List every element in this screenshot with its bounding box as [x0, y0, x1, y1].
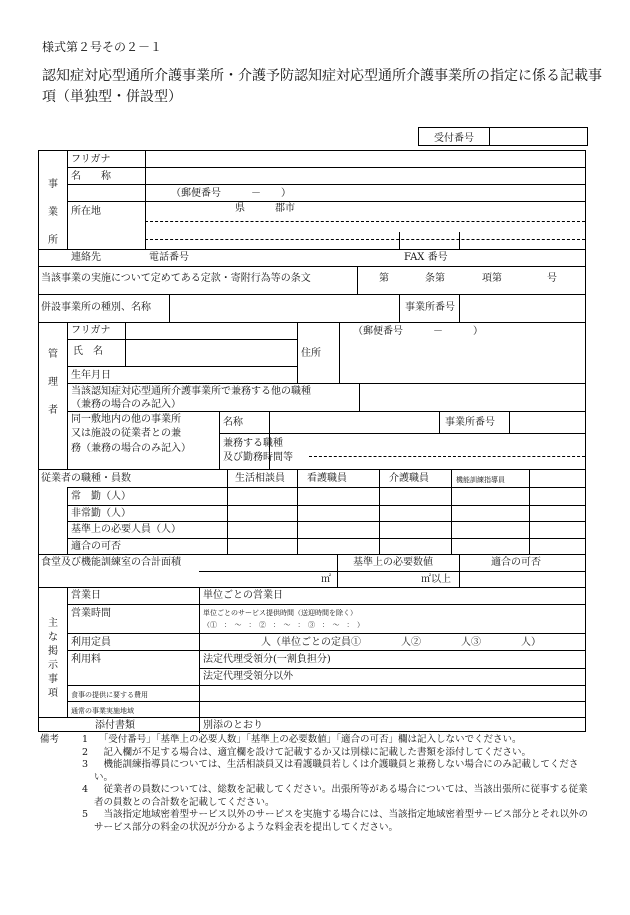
dining-required: 基準上の必要数値 [353, 557, 433, 568]
note-item: 4 従業者の員数については、総数を記載してください。出張所等がある場合については、当該出張所に従事する従業者の員数との合計数を記載してください。 [82, 784, 588, 808]
staff-header: 従業者の職種・員数 [41, 473, 131, 484]
staff-col-nurse: 看護職員 [307, 473, 347, 484]
staff-row-fulltime: 常 勤（人） [71, 491, 131, 502]
main-business-day-unit: 単位ごとの営業日 [203, 590, 283, 601]
receipt-box [418, 127, 588, 146]
receipt-number-field[interactable] [490, 128, 587, 145]
dining-required-unit: ㎡以上 [421, 574, 451, 585]
manager-other-3: 務（兼務の場合のみ記入） [71, 443, 191, 454]
note-item: 1 「受付番号」「基準上の必要人数」「基準上の必要数値」「適合の可否」欄は記入しないでください。 [82, 734, 522, 745]
articles-label: 当該事業の実施について定めてある定款・寄附行為等の条文 [41, 273, 311, 284]
office-section-label: 事 業 所 [48, 179, 58, 246]
manager-name-label: 氏 名 [73, 346, 103, 357]
combined-label: 併設事業所の種別、名称 [41, 302, 151, 313]
main-hours-slots: （① ： ～ ： ② ： ～ ： ③ ： ～ ： ） [203, 621, 364, 629]
articles-kou: 項第 [482, 273, 502, 284]
main-hours-note: 単位ごとのサービス提供時間（送迎時間を除く） [203, 609, 357, 617]
office-name-label: 名 称 [71, 171, 111, 182]
dining-label: 食堂及び機能訓練室の合計面積 [41, 557, 181, 568]
manager-concurrent-2: （兼務の場合のみ記入） [71, 399, 181, 410]
manager-concurrent-1: 当該認知症対応型通所介護事業所で兼務する他の職種 [71, 386, 311, 397]
main-section-label: 主 な 掲 示 事 項 [48, 618, 58, 699]
office-contact-label: 連絡先 [71, 252, 101, 263]
page-title: 認知症対応型通所介護事業所・介護予防認知症対応型通所介護事業所の指定に係る記載事項（単独型・併設型） [42, 68, 602, 105]
office-fax-label: FAX 番号 [404, 252, 448, 263]
staff-row-required: 基準上の必要人員（人） [71, 524, 181, 535]
office-furigana-label: フリガナ [71, 154, 111, 165]
manager-other-office-no: 事業所番号 [445, 417, 495, 428]
main-fee-2: 法定代理受領分以外 [203, 671, 293, 682]
notes [40, 734, 595, 834]
form-code: 様式第２号その２－１ [42, 40, 163, 54]
manager-duty-2: 及び勤務時間等 [223, 452, 293, 463]
dining-fit: 適合の可否 [491, 557, 541, 568]
manager-section-label: 管 理 者 [48, 349, 58, 416]
articles-dai: 第 [379, 273, 389, 284]
application-form [38, 150, 586, 732]
notes-heading: 備考 [40, 734, 60, 745]
staff-col-trainer: 機能訓練指導員 [456, 476, 505, 484]
office-postal: （郵便番号 － ） [171, 188, 291, 199]
note-item: 2 記入欄が不足する場合は、適宜欄を設けて記載するか又は別様に記載した書類を添付してください。 [82, 746, 532, 758]
manager-other-1: 同一敷地内の他の事業所 [71, 414, 181, 425]
main-capacity-text: 人（単位ごとの定員① 人② 人③ 人） [261, 637, 541, 648]
articles-jou: 条第 [425, 273, 445, 284]
main-fee-label: 利用料 [71, 654, 101, 665]
manager-birth-label: 生年月日 [71, 370, 111, 381]
note-item: 3 機能訓練指導員については、生活相談員又は看護職員若しくは介護職員と兼務しない場合にのみ記載してください。 [82, 759, 579, 783]
attached-label: 添付書類 [95, 720, 135, 731]
manager-other-2: 又は施設の従業者との兼 [71, 428, 181, 439]
dining-unit: ㎡ [321, 574, 331, 585]
office-address-label: 所在地 [71, 206, 101, 217]
staff-col-counselor: 生活相談員 [235, 473, 285, 484]
manager-furigana-label: フリガナ [71, 325, 111, 336]
articles-gou: 号 [547, 273, 557, 284]
main-meal-fee-label: 食事の提供に要する費用 [71, 691, 148, 699]
manager-postal: （郵便番号 － ） [353, 326, 483, 337]
staff-row-fit: 適合の可否 [71, 541, 121, 552]
staff-row-parttime: 非常勤（人） [71, 508, 131, 519]
main-business-day-label: 営業日 [71, 590, 101, 601]
attached-value: 別添のとおり [203, 720, 263, 731]
staff-col-caregiver: 介護職員 [389, 473, 429, 484]
main-fee-1: 法定代理受領分(一割負担分) [203, 654, 331, 665]
manager-duty-1: 兼務する職種 [223, 438, 283, 449]
main-capacity-label: 利用定員 [71, 637, 111, 648]
office-pref-county: 県 郡市 [235, 203, 295, 214]
receipt-label: 受付番号 [419, 128, 490, 145]
combined-office-no: 事業所番号 [405, 302, 455, 313]
note-item: 5 当該指定地域密着型サービス以外のサービスを実施する場合には、当該指定地域密着型サービス部分とそれ以外のサービス部分の料金の状況が分かるような料金表を提出してください。 [82, 809, 589, 833]
office-tel-label: 電話番号 [149, 252, 189, 263]
manager-other-name-label: 名称 [223, 417, 243, 428]
main-business-hours-label: 営業時間 [71, 608, 111, 619]
manager-address-label: 住所 [301, 348, 321, 359]
main-area-label: 通常の事業実施地域 [71, 707, 134, 715]
